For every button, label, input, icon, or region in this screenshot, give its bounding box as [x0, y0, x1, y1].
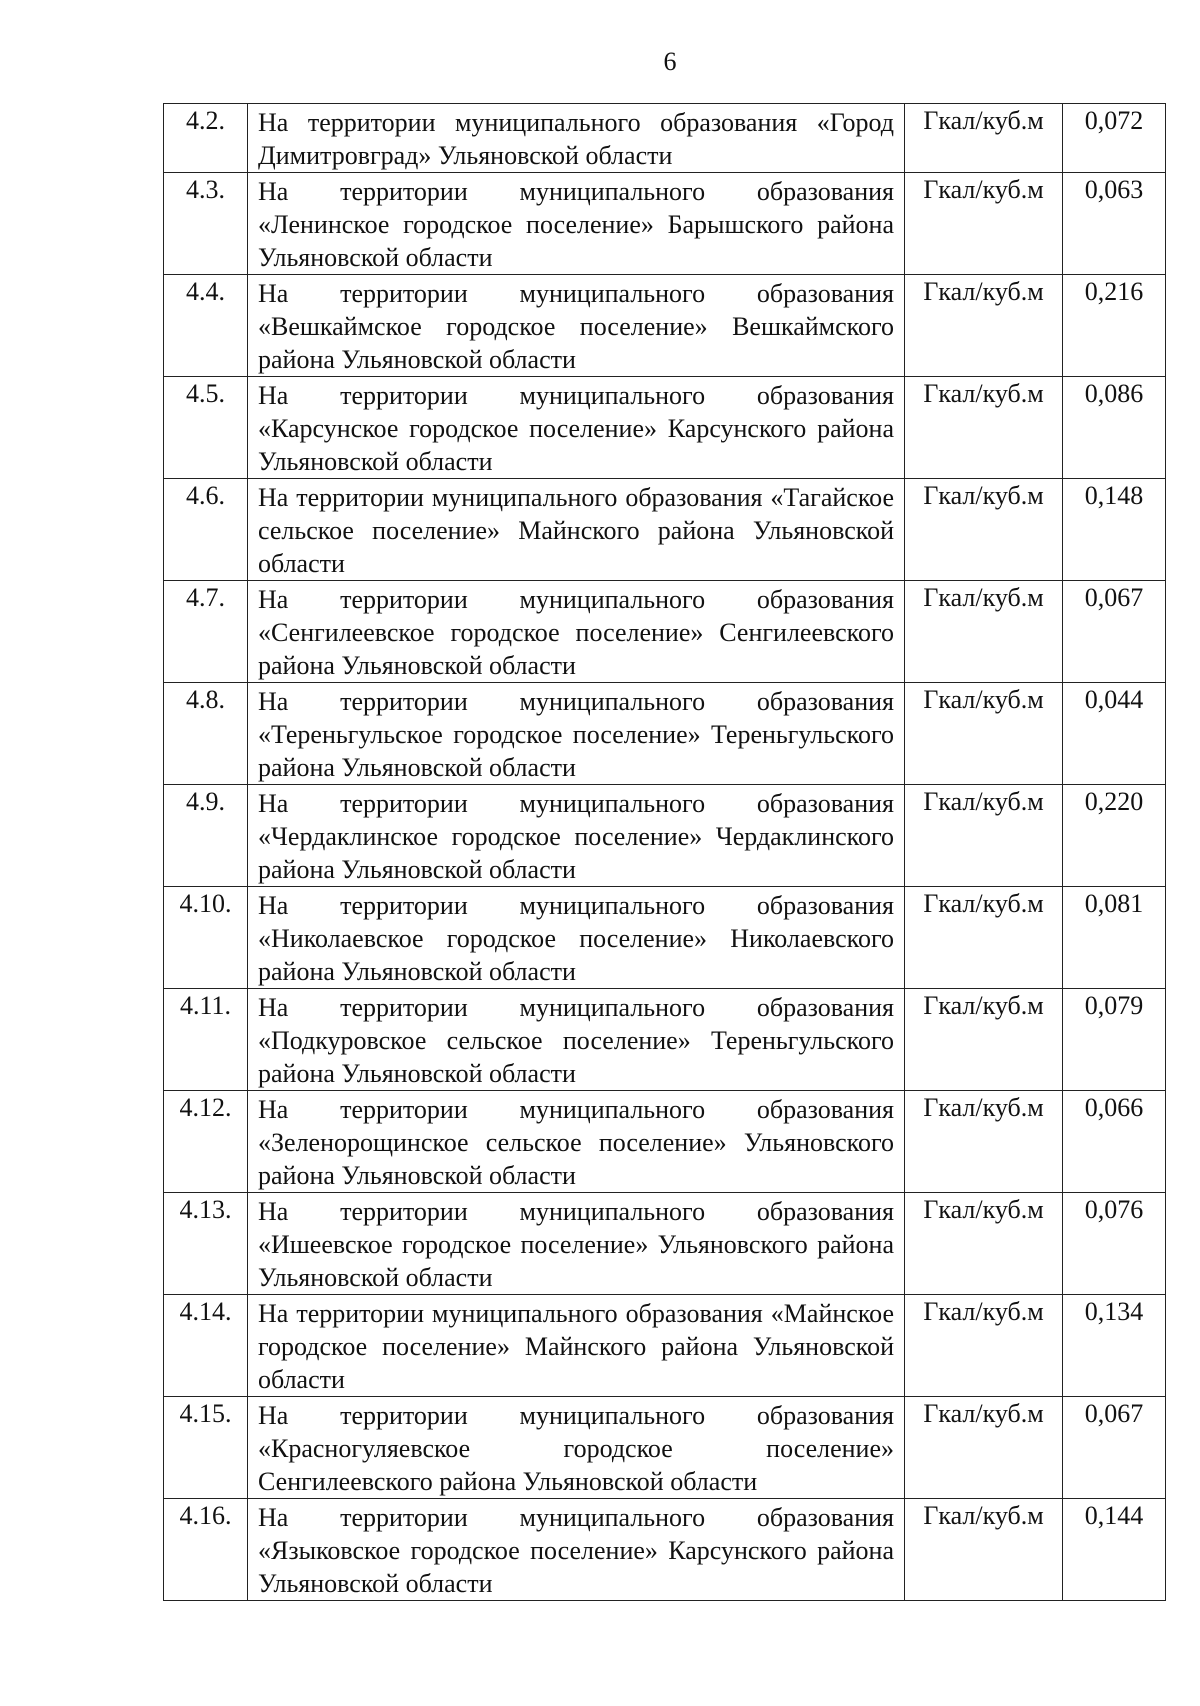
- row-unit: Гкал/куб.м: [905, 377, 1063, 479]
- row-description: На территории муниципального образования «Красногуляевское городское поселение» Сенгилеевского района Ульяновской области: [248, 1397, 905, 1499]
- row-number: 4.3.: [164, 173, 248, 275]
- row-description: На территории муниципального образования «Тереньгульское городское поселение» Тереньгульского района Ульяновской области: [248, 683, 905, 785]
- row-value: 0,144: [1063, 1499, 1166, 1601]
- row-unit: Гкал/куб.м: [905, 1295, 1063, 1397]
- row-value: 0,081: [1063, 887, 1166, 989]
- row-unit: Гкал/куб.м: [905, 1499, 1063, 1601]
- row-number: 4.13.: [164, 1193, 248, 1295]
- row-value: 0,086: [1063, 377, 1166, 479]
- table-row: [164, 683, 1166, 785]
- row-value: 0,134: [1063, 1295, 1166, 1397]
- row-unit: Гкал/куб.м: [905, 887, 1063, 989]
- table-row: [164, 1397, 1166, 1499]
- row-description: На территории муниципального образования «Подкуровское сельское поселение» Тереньгульского района Ульяновской области: [248, 989, 905, 1091]
- table-row: [164, 275, 1166, 377]
- row-description: На территории муниципального образования «Языковское городское поселение» Карсунского района Ульяновской области: [248, 1499, 905, 1601]
- row-description: На территории муниципального образования «Майнское городское поселение» Майнского района Ульяновской области: [248, 1295, 905, 1397]
- row-unit: Гкал/куб.м: [905, 1193, 1063, 1295]
- page-number: 6: [663, 47, 677, 76]
- row-number: 4.4.: [164, 275, 248, 377]
- row-number: 4.9.: [164, 785, 248, 887]
- row-value: 0,044: [1063, 683, 1166, 785]
- table-row: [164, 1295, 1166, 1397]
- row-unit: Гкал/куб.м: [905, 173, 1063, 275]
- table-row: [164, 1091, 1166, 1193]
- row-number: 4.5.: [164, 377, 248, 479]
- norms-table: [163, 103, 1166, 1601]
- row-description: На территории муниципального образования «Карсунское городское поселение» Карсунского района Ульяновской области: [248, 377, 905, 479]
- row-number: 4.10.: [164, 887, 248, 989]
- row-value: 0,067: [1063, 581, 1166, 683]
- table-row: [164, 377, 1166, 479]
- row-value: 0,079: [1063, 989, 1166, 1091]
- row-description: На территории муниципального образования «Зеленорощинское сельское поселение» Ульяновского района Ульяновской области: [248, 1091, 905, 1193]
- row-value: 0,216: [1063, 275, 1166, 377]
- row-number: 4.14.: [164, 1295, 248, 1397]
- row-unit: Гкал/куб.м: [905, 1091, 1063, 1193]
- row-number: 4.11.: [164, 989, 248, 1091]
- row-description: На территории муниципального образования «Ишеевское городское поселение» Ульяновского района Ульяновской области: [248, 1193, 905, 1295]
- row-value: 0,072: [1063, 104, 1166, 173]
- row-unit: Гкал/куб.м: [905, 104, 1063, 173]
- row-unit: Гкал/куб.м: [905, 581, 1063, 683]
- row-number: 4.15.: [164, 1397, 248, 1499]
- row-description: На территории муниципального образования «Вешкаймское городское поселение» Вешкаймского района Ульяновской области: [248, 275, 905, 377]
- table-row: [164, 104, 1166, 173]
- row-value: 0,076: [1063, 1193, 1166, 1295]
- table-row: [164, 173, 1166, 275]
- row-value: 0,063: [1063, 173, 1166, 275]
- row-unit: Гкал/куб.м: [905, 479, 1063, 581]
- row-number: 4.16.: [164, 1499, 248, 1601]
- row-value: 0,148: [1063, 479, 1166, 581]
- row-description: На территории муниципального образования «Николаевское городское поселение» Николаевского района Ульяновской области: [248, 887, 905, 989]
- row-description: На территории муниципального образования «Чердаклинское городское поселение» Чердаклинского района Ульяновской области: [248, 785, 905, 887]
- row-number: 4.7.: [164, 581, 248, 683]
- row-unit: Гкал/куб.м: [905, 989, 1063, 1091]
- table-row: [164, 581, 1166, 683]
- row-number: 4.12.: [164, 1091, 248, 1193]
- row-description: На территории муниципального образования «Ленинское городское поселение» Барышского района Ульяновской области: [248, 173, 905, 275]
- row-number: 4.2.: [164, 104, 248, 173]
- row-unit: Гкал/куб.м: [905, 1397, 1063, 1499]
- row-number: 4.6.: [164, 479, 248, 581]
- row-value: 0,067: [1063, 1397, 1166, 1499]
- row-description: На территории муниципального образования «Город Димитровград» Ульяновской области: [248, 104, 905, 173]
- row-value: 0,066: [1063, 1091, 1166, 1193]
- row-unit: Гкал/куб.м: [905, 275, 1063, 377]
- table-row: [164, 989, 1166, 1091]
- table-row: [164, 1499, 1166, 1601]
- row-number: 4.8.: [164, 683, 248, 785]
- row-description: На территории муниципального образования «Сенгилеевское городское поселение» Сенгилеевского района Ульяновской области: [248, 581, 905, 683]
- table-row: [164, 887, 1166, 989]
- row-unit: Гкал/куб.м: [905, 683, 1063, 785]
- table-row: [164, 785, 1166, 887]
- row-value: 0,220: [1063, 785, 1166, 887]
- row-description: На территории муниципального образования «Тагайское сельское поселение» Майнского района Ульяновской области: [248, 479, 905, 581]
- row-unit: Гкал/куб.м: [905, 785, 1063, 887]
- table-row: [164, 479, 1166, 581]
- table-row: [164, 1193, 1166, 1295]
